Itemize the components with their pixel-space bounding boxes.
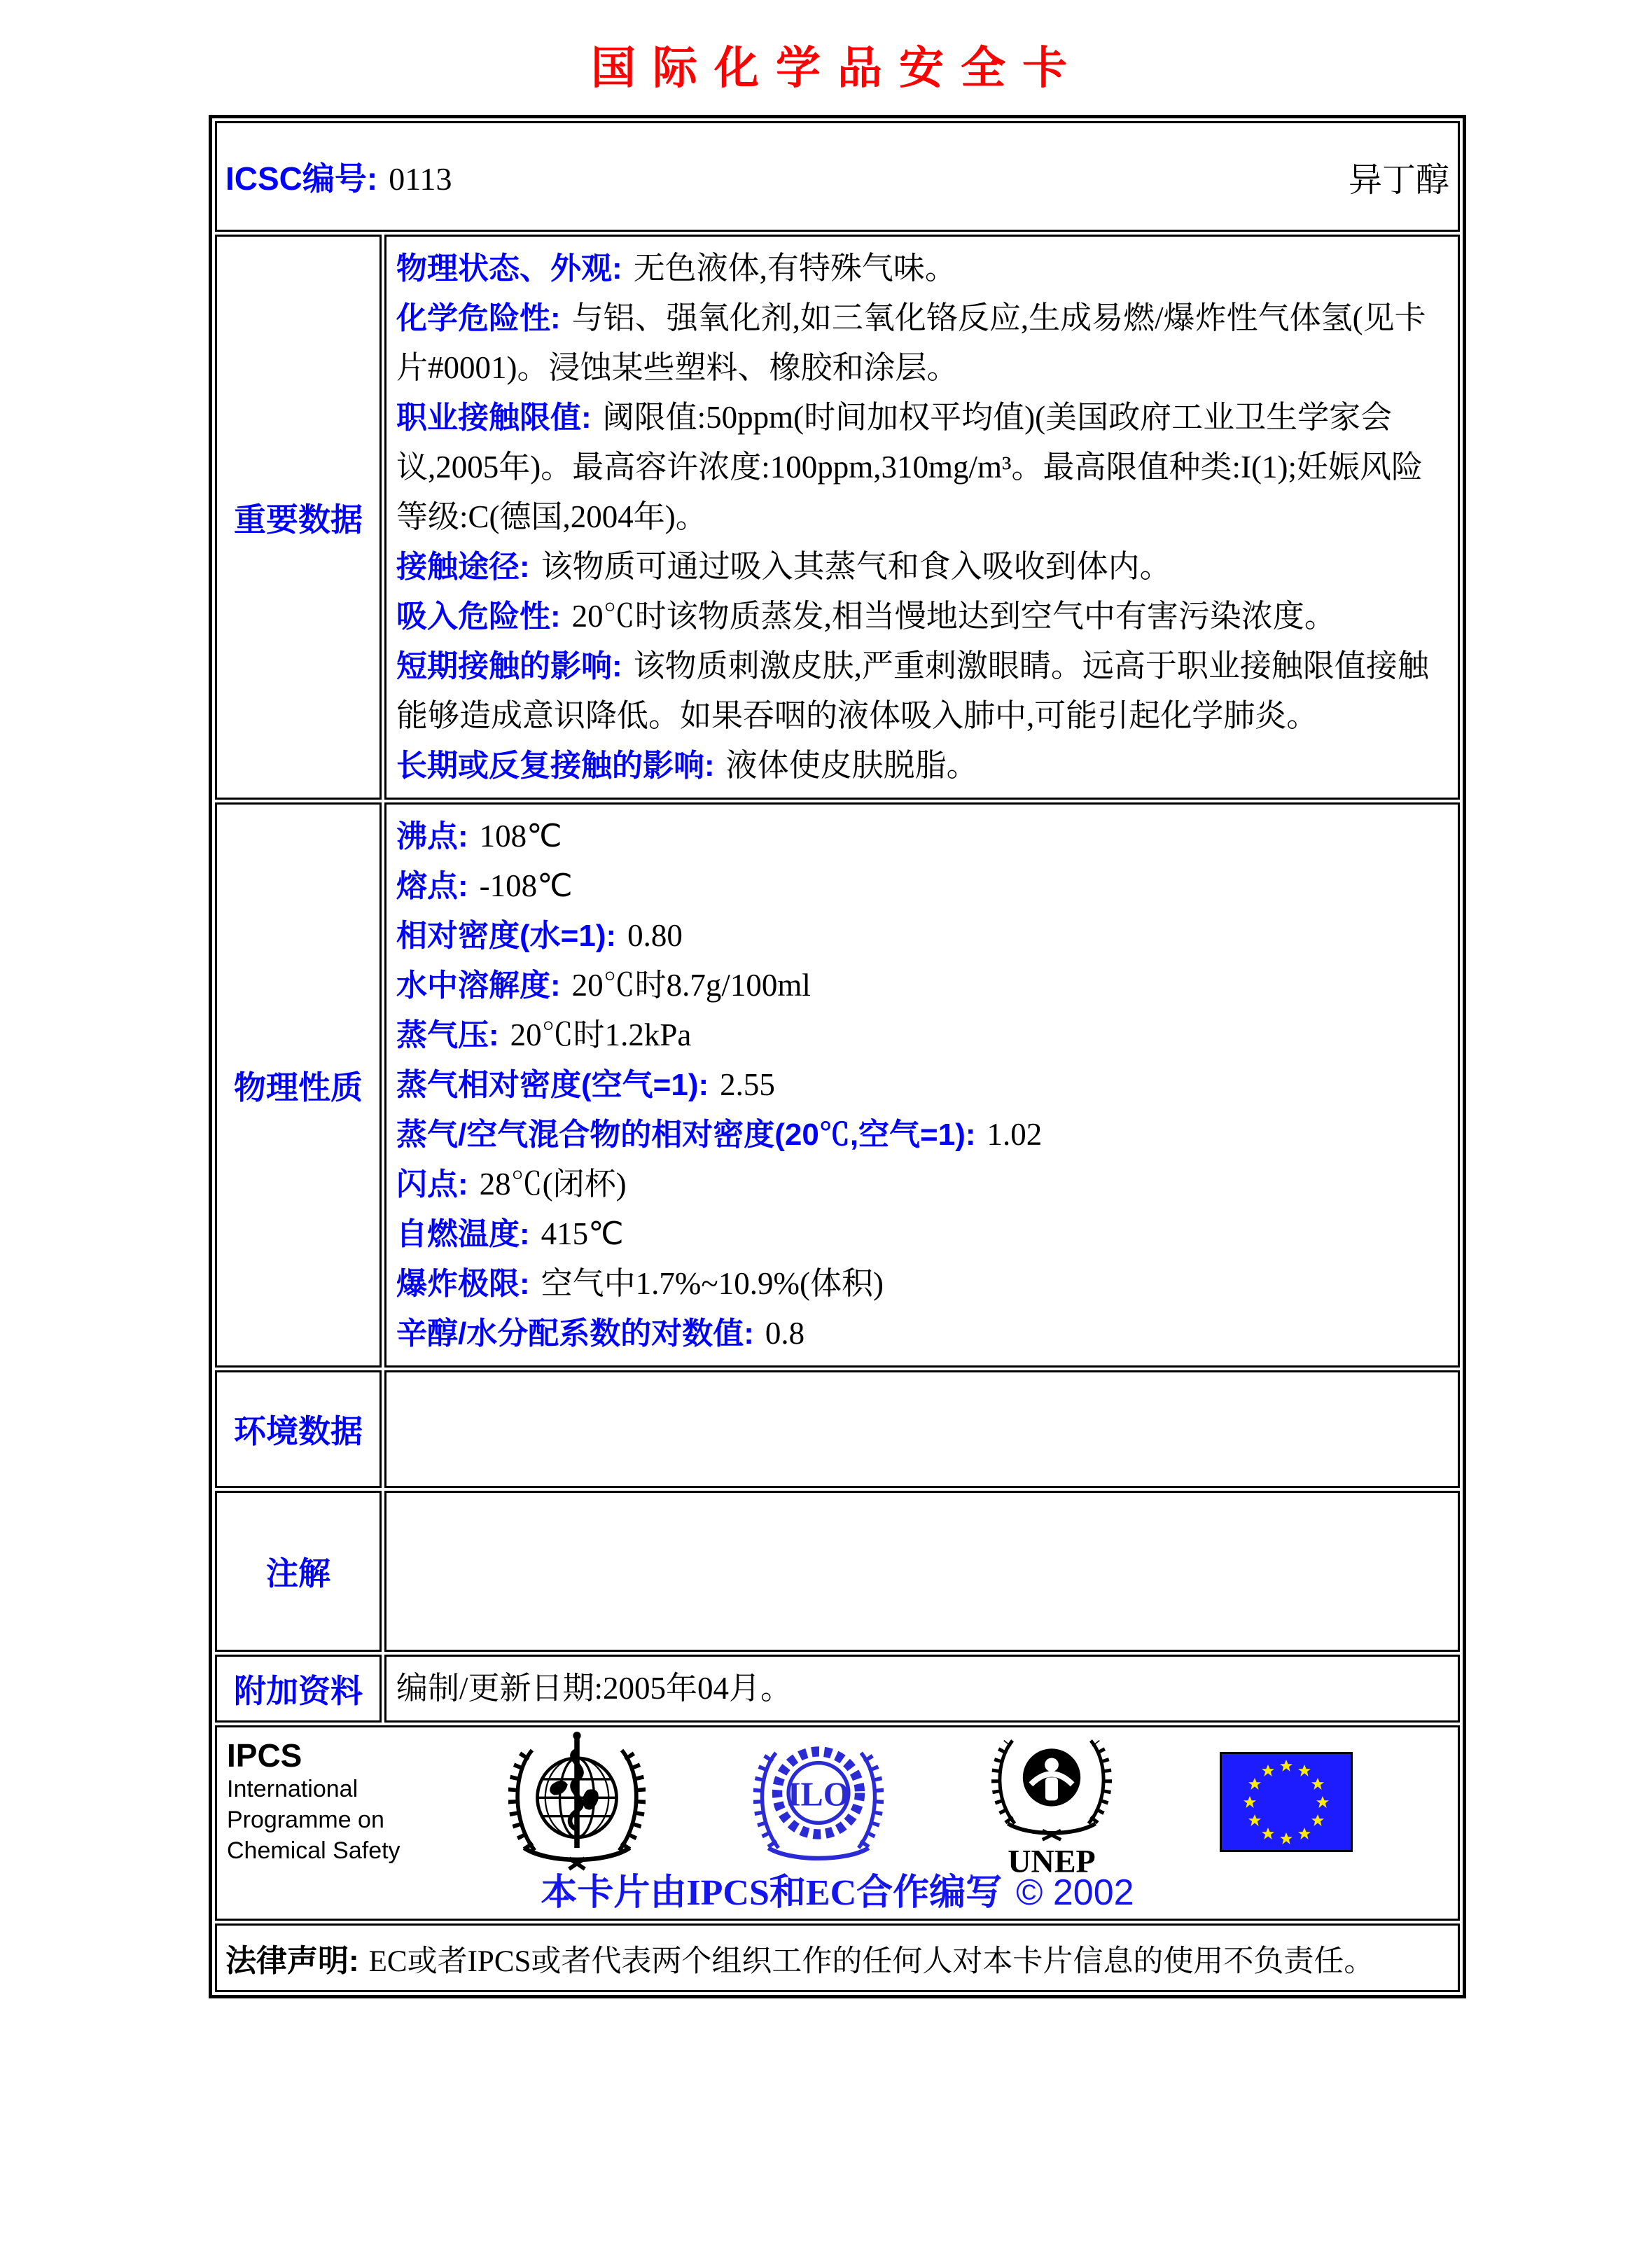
property-line (396, 1110, 1448, 1160)
property-value: 空气中1.7%~10.9%(体积) (541, 1266, 884, 1301)
property-value: 20℃时该物质蒸发,相当慢地达到空气中有害污染浓度。 (571, 599, 1336, 634)
header-cell (215, 121, 1460, 232)
icsc-number-group (225, 153, 452, 200)
additional-info-row (215, 1655, 1460, 1723)
property-value: 阈限值:50ppm(时间加权平均值)(美国政府工业卫生学家会议,2005年)。最高容许浓度:100ppm,310mg/m³。最高限值种类:I(1);妊娠风险等级:C(德国,2004年)。 (396, 400, 1423, 534)
property-value: 无色液体,有特殊气味。 (633, 251, 956, 286)
header-row (215, 121, 1460, 232)
important-data-content (384, 235, 1460, 800)
property-label: 闪点: (396, 1167, 468, 1202)
property-value: 20℃时1.2kPa (510, 1017, 692, 1052)
legal-cell (215, 1923, 1460, 1992)
credit-text: 本卡片由IPCS和EC合作编写 (541, 1873, 1003, 1913)
property-label: 相对密度(水=1): (396, 919, 617, 953)
property-label: 物理状态、外观: (396, 251, 622, 286)
ipcs-name-line: Programme on (227, 1807, 384, 1833)
ipcs-acronym: IPCS (227, 1737, 302, 1774)
property-value: -108℃ (479, 868, 573, 903)
property-line (396, 1010, 1448, 1060)
environmental-data-row (215, 1370, 1460, 1488)
environmental-data-content (384, 1370, 1460, 1488)
property-value: 该物质可通过吸入其蒸气和食入吸收到体内。 (541, 549, 1171, 584)
logos-row (215, 1725, 1460, 1921)
property-label: 水中溶解度: (396, 968, 561, 1003)
credit-line (224, 1873, 1451, 1913)
property-line (396, 542, 1448, 592)
property-line (396, 393, 1448, 542)
property-value: 0.80 (627, 918, 683, 953)
property-label: 爆炸极限: (396, 1267, 530, 1301)
property-line (396, 861, 1448, 911)
property-line (396, 1060, 1448, 1110)
notes-row (215, 1491, 1460, 1652)
property-value: 1.02 (987, 1117, 1043, 1152)
property-label: 接触途径: (396, 550, 530, 584)
property-label: 长期或反复接触的影响: (396, 749, 715, 783)
property-line (396, 1209, 1448, 1259)
property-label: 自燃温度: (396, 1217, 530, 1251)
property-line (396, 741, 1448, 791)
section-label-physical-properties: 物理性质 (215, 802, 382, 1368)
additional-info-content: 编制/更新日期:2005年04月。 (384, 1655, 1460, 1723)
property-value: 2.55 (720, 1067, 775, 1102)
important-data-row (215, 235, 1460, 800)
property-value: 液体使皮肤脱脂。 (725, 748, 978, 783)
page-title: 国际化学品安全卡 (591, 43, 1084, 93)
section-label-additional-info: 附加资料 (215, 1655, 382, 1723)
property-label: 蒸气/空气混合物的相对密度(20℃,空气=1): (396, 1118, 976, 1152)
icsc-number-label: ICSC编号: (225, 160, 378, 197)
physical-properties-content (384, 802, 1460, 1368)
ilo-logo-icon (753, 1732, 884, 1872)
notes-content (384, 1491, 1460, 1652)
property-value: 415℃ (541, 1216, 624, 1251)
unep-letters: UNEP (1008, 1843, 1096, 1877)
property-value: 28℃(闭杯) (479, 1167, 627, 1202)
unep-logo-icon (991, 1727, 1112, 1877)
property-value: 108℃ (479, 819, 562, 854)
legal-row (215, 1923, 1460, 1992)
eu-flag-icon (1220, 1752, 1353, 1852)
property-value: 该物质刺激皮肤,严重刺激眼睛。远高于职业接触限值接触能够造成意识降低。如果吞咽的液体吸入肺中,可能引起化学肺炎。 (396, 648, 1429, 733)
legal-label: 法律声明: (225, 1944, 359, 1978)
property-value: 20℃时8.7g/100ml (571, 968, 811, 1003)
property-line (396, 1160, 1448, 1209)
property-label: 短期接触的影响: (396, 649, 622, 683)
property-line (396, 812, 1448, 861)
property-line (396, 961, 1448, 1010)
property-label: 蒸气压: (396, 1018, 499, 1052)
property-line (396, 1259, 1448, 1309)
icsc-card-table (209, 115, 1466, 1998)
property-line (396, 1309, 1448, 1358)
property-line (396, 911, 1448, 961)
property-label: 沸点: (396, 819, 468, 854)
property-label: 熔点: (396, 869, 468, 903)
chemical-name: 异丁醇 (1348, 161, 1449, 199)
property-value: 与铝、强氧化剂,如三氧化铬反应,生成易燃/爆炸性气体氢(见卡片#0001)。浸蚀某些塑料、橡胶和涂层。 (396, 300, 1426, 385)
ipcs-name-line: Chemical Safety (227, 1837, 400, 1864)
icsc-number-value: 0113 (389, 161, 452, 197)
credit-year: © 2002 (1016, 1872, 1134, 1913)
property-label: 辛醇/水分配系数的对数值: (396, 1316, 754, 1351)
ipcs-name-line: International (227, 1776, 358, 1802)
property-label: 吸入危险性: (396, 599, 561, 634)
ilo-letters: ILO (787, 1776, 850, 1814)
property-line (396, 244, 1448, 293)
ipcs-logo-text (227, 1737, 400, 1866)
who-logo-icon (508, 1729, 646, 1874)
property-line (396, 592, 1448, 641)
property-line (396, 641, 1448, 741)
property-value: 0.8 (765, 1316, 805, 1351)
property-line (396, 293, 1448, 393)
section-label-notes: 注解 (215, 1491, 382, 1652)
property-label: 职业接触限值: (396, 401, 592, 435)
section-label-environmental-data: 环境数据 (215, 1370, 382, 1488)
legal-text: EC或者IPCS或者代表两个组织工作的任何人对本卡片信息的使用不负责任。 (368, 1945, 1374, 1978)
physical-properties-row (215, 802, 1460, 1368)
logos-cell (215, 1725, 1460, 1921)
property-label: 蒸气相对密度(空气=1): (396, 1068, 709, 1102)
property-label: 化学危险性: (396, 301, 561, 335)
section-label-important-data: 重要数据 (215, 235, 382, 800)
